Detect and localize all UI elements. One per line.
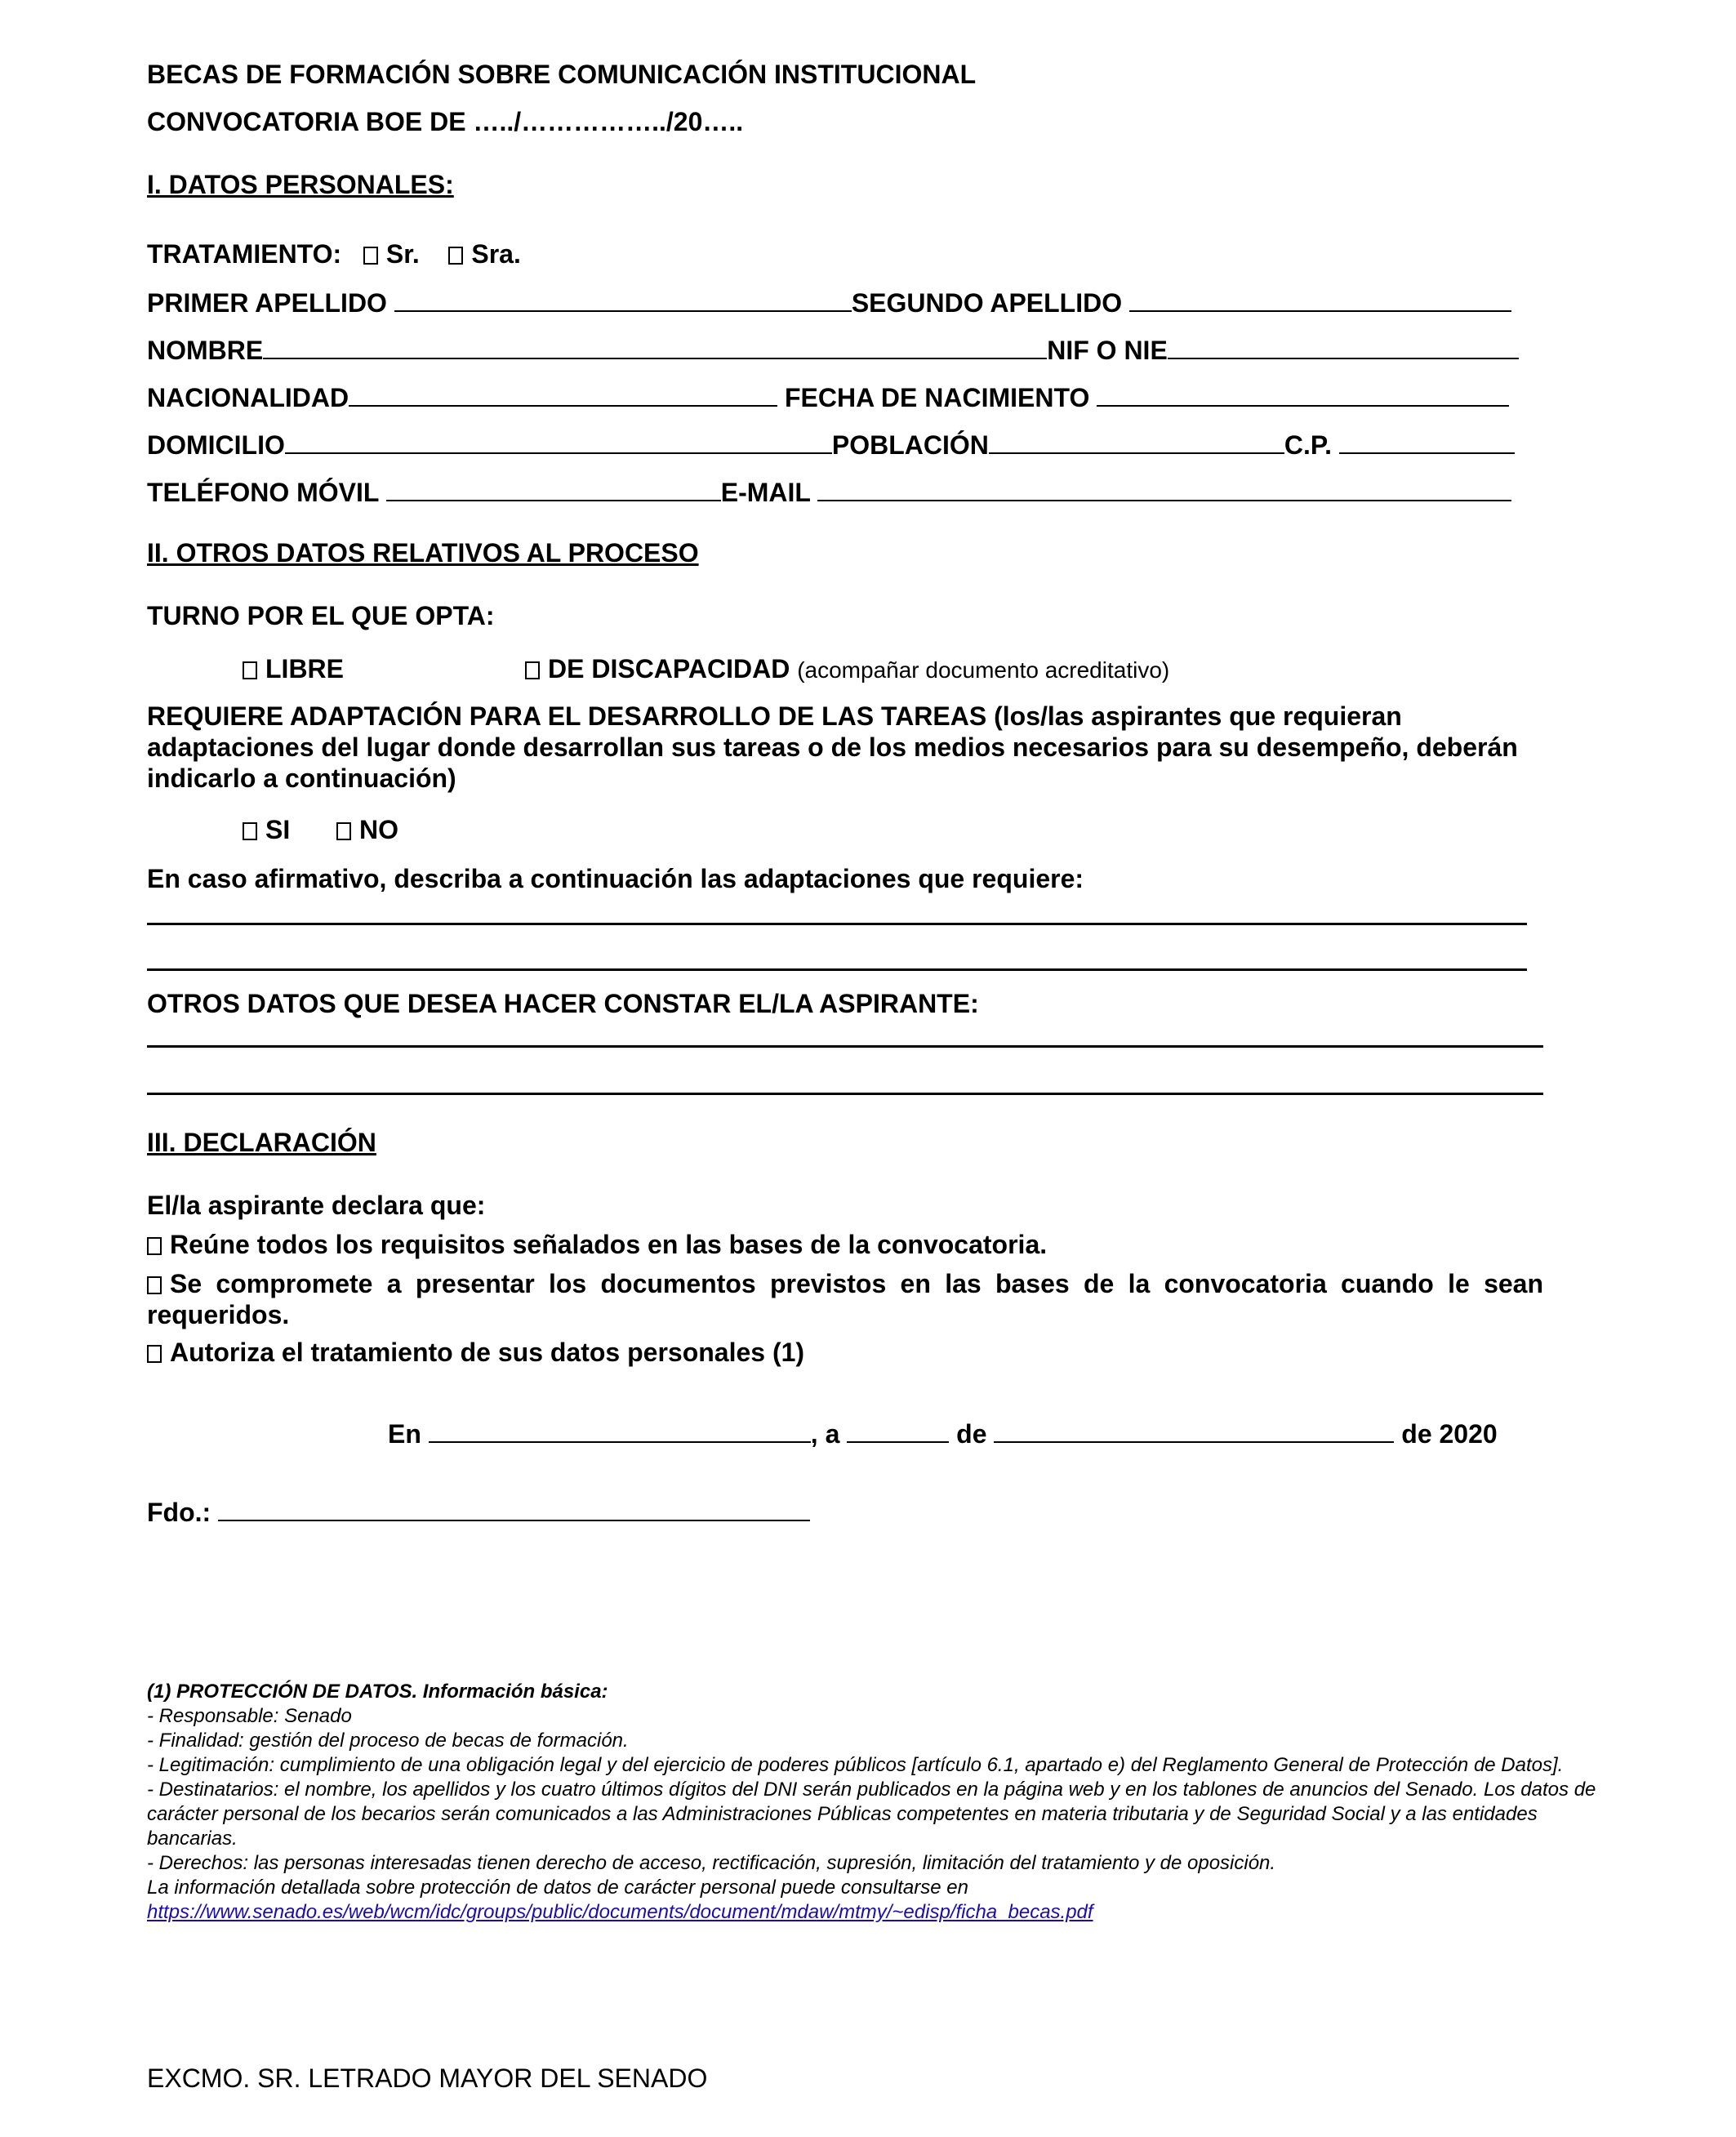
declaracion-item-3 <box>147 1337 804 1368</box>
autoriza-checkbox[interactable] <box>147 1345 162 1363</box>
poblacion-field[interactable] <box>989 428 1284 454</box>
turno-options <box>243 653 344 684</box>
section1-heading: I. DATOS PERSONALES: <box>147 170 454 199</box>
nacionalidad-field[interactable] <box>349 381 777 407</box>
form-title: BECAS DE FORMACIÓN SOBRE COMUNICACIÓN INSTITUCIONAL <box>147 60 977 89</box>
declaracion-item-1-text: Reúne todos los requisitos señalados en las bases de la convocatoria. <box>170 1230 1048 1259</box>
turno-label: TURNO POR EL QUE OPTA: <box>147 601 495 630</box>
segundo-apellido-label: SEGUNDO APELLIDO <box>851 288 1123 318</box>
section2-heading: II. OTROS DATOS RELATIVOS AL PROCESO <box>147 538 699 568</box>
domicilio-label: DOMICILIO <box>147 430 285 460</box>
otros-datos-line-2[interactable] <box>147 1093 1543 1095</box>
ficha-becas-link[interactable]: https://www.senado.es/web/wcm/idc/groups/public/documents/document/mdaw/mtmy/~edisp/ficha_becas.pdf <box>147 1901 1093 1923</box>
email-field[interactable] <box>817 475 1511 501</box>
otros-datos-label: OTROS DATOS QUE DESEA HACER CONSTAR EL/LA ASPIRANTE: <box>147 989 979 1018</box>
nacionalidad-label: NACIONALIDAD <box>147 383 349 412</box>
email-label: E-MAIL <box>720 478 811 507</box>
convocatoria-line: CONVOCATORIA BOE DE …../……………../20….. <box>147 107 744 136</box>
no-label: NO <box>359 815 398 844</box>
nif-field[interactable] <box>1168 333 1519 359</box>
discapacidad-note: (acompañar documento acreditativo) <box>797 657 1170 683</box>
discapacidad-option <box>525 653 1169 686</box>
footnote-finalidad: - Finalidad: gestión del proceso de becas de formación. <box>147 1730 629 1752</box>
segundo-apellido-field[interactable] <box>1129 286 1511 312</box>
discapacidad-label: DE DISCAPACIDAD <box>548 654 790 683</box>
declara-intro: El/la aspirante declara que: <box>147 1191 486 1220</box>
poblacion-label: POBLACIÓN <box>831 430 989 460</box>
footnote-destinatarios: - Destinatarios: el nombre, los apellidos y los cuatro últimos dígitos del DNI serán publicados en la página web y en los tablones de anuncios del Senado. Los datos de carácter personal de los becarios serán comunicados a las Administraciones Públicas competentes en materia tributaria y de Seguridad Social y a las entidades bancarias. <box>147 1779 1596 1850</box>
firma-row <box>147 1495 810 1528</box>
year-label: de 2020 <box>1401 1419 1498 1449</box>
primer-apellido-label: PRIMER APELLIDO <box>147 288 387 318</box>
nacionalidad-row <box>147 381 1509 413</box>
footnote-legitimacion: - Legitimación: cumplimiento de una obligación legal y del ejercicio de poderes públicos [artículo 6.1, apartado e) del Reglamento General de Protección de Datos]. <box>147 1754 1564 1776</box>
firma-field[interactable] <box>218 1495 810 1521</box>
footnote-title: (1) PROTECCIÓN DE DATOS. Información básica: <box>147 1681 608 1703</box>
fecha-nacimiento-field[interactable] <box>1097 381 1509 407</box>
section3-heading: III. DECLARACIÓN <box>147 1128 376 1157</box>
libre-checkbox[interactable] <box>243 661 257 679</box>
declaracion-item-2-text: Se compromete a presentar los documentos previstos en las bases de la convocatoria cuando le sean requeridos. <box>147 1269 1543 1329</box>
discapacidad-checkbox[interactable] <box>525 661 540 679</box>
si-label: SI <box>265 815 291 844</box>
fdo-label: Fdo.: <box>147 1498 211 1527</box>
cp-label: C.P. <box>1284 430 1332 460</box>
fecha-nacimiento-label: FECHA DE NACIMIENTO <box>784 383 1090 412</box>
declaracion-item-1 <box>147 1229 1047 1260</box>
adaptacion-text: REQUIERE ADAPTACIÓN PARA EL DESARROLLO DE LAS TAREAS (los/las aspirantes que requieran adaptaciones del lugar donde desarrollan sus tareas o de los medios necesarios para su desempeño, deberán indicarlo a continuación) <box>147 701 1518 793</box>
declaracion-item-2 <box>147 1268 1543 1330</box>
domicilio-field[interactable] <box>285 428 832 454</box>
tratamiento-row <box>147 238 521 269</box>
a-label: , a <box>810 1419 840 1449</box>
cp-field[interactable] <box>1339 428 1515 454</box>
en-label: En <box>388 1419 421 1449</box>
libre-label: LIBRE <box>265 654 344 683</box>
no-option <box>336 814 398 845</box>
domicilio-row <box>147 428 1515 461</box>
apellidos-row <box>147 286 1511 318</box>
de-label: de <box>956 1419 987 1449</box>
tratamiento-label: TRATAMIENTO: <box>147 239 342 269</box>
sra-checkbox[interactable] <box>448 247 463 265</box>
si-checkbox[interactable] <box>243 822 257 840</box>
footnote-derechos: - Derechos: las personas interesadas tienen derecho de acceso, rectificación, supresión, limitación del tratamiento y de oposición. <box>147 1852 1276 1874</box>
nombre-label: NOMBRE <box>147 336 264 365</box>
addressee: EXCMO. SR. LETRADO MAYOR DEL SENADO <box>147 2064 708 2093</box>
afirmativo-label: En caso afirmativo, describa a continuación las adaptaciones que requiere: <box>147 864 1084 893</box>
nif-label: NIF O NIE <box>1047 336 1168 365</box>
nombre-field[interactable] <box>263 333 1047 359</box>
nombre-row <box>147 333 1519 366</box>
telefono-label: TELÉFONO MÓVIL <box>147 478 379 507</box>
footnote-block <box>147 1680 1625 1925</box>
declaracion-item-3-text: Autoriza el tratamiento de sus datos personales (1) <box>170 1338 805 1367</box>
sr-checkbox[interactable] <box>363 247 378 265</box>
contacto-row <box>147 475 1511 508</box>
documentos-checkbox[interactable] <box>147 1276 162 1294</box>
footnote-info: La información detallada sobre protección de datos de carácter personal puede consultarse en <box>147 1877 968 1899</box>
adaptaciones-line-2[interactable] <box>147 968 1527 971</box>
adaptaciones-line-1[interactable] <box>147 923 1527 925</box>
telefono-field[interactable] <box>386 475 721 501</box>
footnote-responsable: - Responsable: Senado <box>147 1705 352 1727</box>
lugar-field[interactable] <box>429 1417 811 1443</box>
si-option <box>243 814 290 845</box>
requisitos-checkbox[interactable] <box>147 1237 162 1255</box>
lugar-fecha-row <box>388 1417 1498 1449</box>
mes-field[interactable] <box>994 1417 1394 1443</box>
dia-field[interactable] <box>847 1417 949 1443</box>
sr-label: Sr. <box>385 239 420 269</box>
primer-apellido-field[interactable] <box>394 286 852 312</box>
otros-datos-line-1[interactable] <box>147 1045 1543 1048</box>
sra-label: Sra. <box>471 239 521 269</box>
no-checkbox[interactable] <box>336 822 351 840</box>
